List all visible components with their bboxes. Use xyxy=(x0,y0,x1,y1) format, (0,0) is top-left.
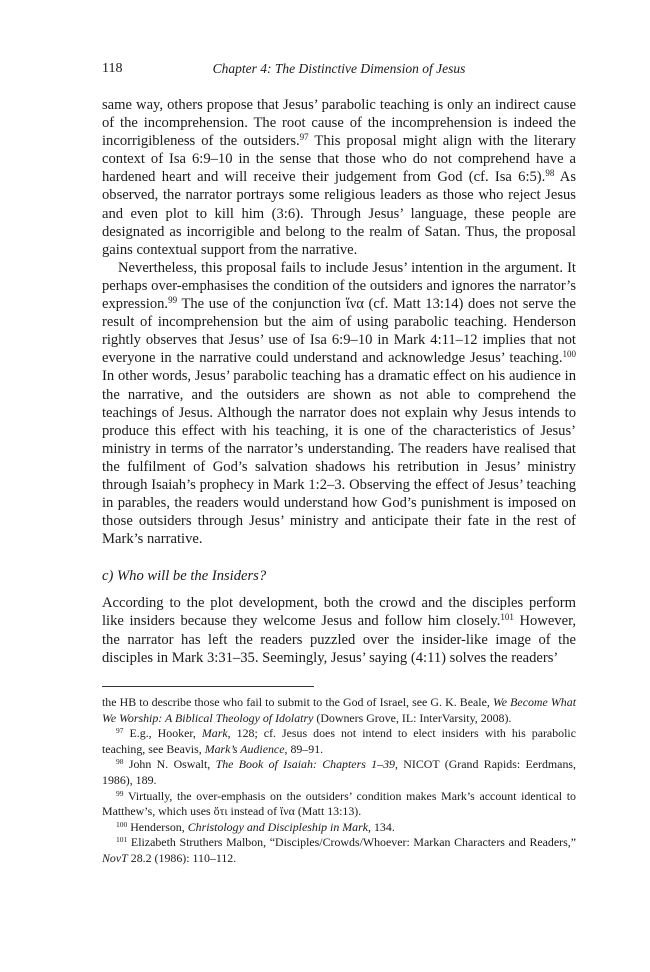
text-run: , 134. xyxy=(368,819,395,834)
footnote-ref-101[interactable]: 101 xyxy=(500,612,514,623)
footnote-100 xyxy=(102,820,576,836)
text-run: Nevertheless, this proposal fails to include Jesus’ intention in the argument. It perhaps over-emphasises the condition of the outsiders and ignores the narrator’s expression. xyxy=(102,259,576,313)
footnote-number: 99 xyxy=(116,788,124,798)
paragraph-1 xyxy=(102,96,576,259)
text-run: John N. Oswalt, xyxy=(123,757,216,772)
book-title: Christology and Discipleship in Mark xyxy=(187,819,369,834)
footnote-number: 100 xyxy=(116,819,128,829)
text-run: In other words, Jesus’ parabolic teaching has a dramatic effect on his audience in the narrative, and the outsiders are shown as not able to comprehend the teachings of Jesus. Although the narrator does not explain why Jesus intends to produce this effect with his teaching, it is one of the characteristics of Jesus’ ministry in terms of the narrator’s understanding. The readers have realised that the fulfilment of God’s salvation shadows his retribution in Jesus’ ministry through Isaiah’s prophecy in Mark 1:2–3. Observing the effect of Jesus’ teaching in parables, the readers would understand how God’s punishment is imposed on those outsiders through Jesus’ ministry and anticipate their fate in the rest of Mark’s narrative. xyxy=(102,368,576,548)
book-title: Mark’s Audience xyxy=(204,741,285,756)
paragraph-2 xyxy=(102,259,576,549)
footnotes xyxy=(102,695,576,867)
section-heading: c) Who will be the Insiders? xyxy=(102,568,267,585)
text-run: The use of the conjunction ἵνα (cf. Matt 13:14) does not serve the result of incomprehension but the aim of using parabolic teaching. Henderson rightly observes that Jesus’ use of Isa 6:9–10 in Mark 4:11–12 implies that not everyone in the narrative could understand and acknowledge Jesus’ teaching. xyxy=(102,296,576,367)
footnote-98 xyxy=(102,757,576,788)
footnote-ref-99[interactable]: 99 xyxy=(168,295,178,306)
footnote-ref-98[interactable]: 98 xyxy=(545,168,555,179)
journal-title: NovT xyxy=(102,850,128,865)
book-title: We Become What We Worship: A Biblical Theology of Idolatry xyxy=(102,695,577,725)
paragraph-3 xyxy=(102,594,576,666)
footnote-continuation xyxy=(102,695,576,726)
footnote-number: 98 xyxy=(116,757,124,767)
footnote-number: 97 xyxy=(116,726,124,736)
text-run: same way, others propose that Jesus’ parabolic teaching is only an indirect cause of the incomprehension. The root cause of the incomprehension is indeed the incorrigibleness of the outsiders. xyxy=(102,97,576,150)
main-text xyxy=(102,96,576,667)
book-title: The Book of Isaiah: Chapters 1–39 xyxy=(215,757,395,772)
text-run: E.g., Hooker, xyxy=(123,726,202,741)
text-run: According to the plot development, both the crowd and the disciples perform like insiders because they welcome Jesus and follow him closely. xyxy=(102,595,576,630)
text-run: As observed, the narrator portrays some religious leaders as those who reject Jesus and even plot to kill him (3:6). Through Jesus’ language, these people are designated as incorrigible and belong to the realm of Satan. Thus, the proposal gains contextual support from the narrative. xyxy=(102,169,577,258)
text-run: Virtually, the over-emphasis on the outsiders’ condition makes Mark’s account identical to Matthew’s, which uses ὅτι instead of ἵνα (Matt 13:13). xyxy=(102,788,576,819)
page-header xyxy=(102,61,576,81)
text-run: However, the narrator has left the readers puzzled over the insider-like image of the disciples in Mark 3:31–35. Seemingly, Jesus’ saying (4:11) solves the readers’ xyxy=(102,613,577,666)
footnote-number: 101 xyxy=(116,835,128,845)
footnote-separator xyxy=(102,686,314,687)
footnote-97 xyxy=(102,726,576,757)
text-run: , NICOT (Grand Rapids: Eerdmans, 1986), 189. xyxy=(102,757,576,787)
text-run: 28.2 (1986): 110–112. xyxy=(127,850,237,865)
footnote-99 xyxy=(102,789,576,820)
book-title: Mark xyxy=(201,726,228,741)
footnote-ref-97[interactable]: 97 xyxy=(299,132,309,143)
text-run: Henderson, xyxy=(127,819,188,834)
running-title: Chapter 4: The Distinctive Dimension of Jesus xyxy=(212,61,466,76)
footnote-101 xyxy=(102,835,576,866)
text-run: (Downers Grove, IL: InterVarsity, 2008). xyxy=(313,710,512,725)
text-run: , 89–91. xyxy=(284,741,324,756)
footnote-ref-100[interactable]: 100 xyxy=(562,349,576,360)
page-number: 118 xyxy=(102,61,123,76)
text-run: This proposal might align with the literary context of Isa 6:9–10 in the sense that those who do not comprehend have a hardened heart and will receive their judgement from God (cf. Isa 6:5). xyxy=(102,133,576,186)
text-run: , 128; cf. Jesus does not intend to elect insiders with his parabolic teaching, see Beavis, xyxy=(102,726,576,756)
text-run: the HB to describe those who fail to submit to the God of Israel, see G. K. Beale, xyxy=(102,695,493,709)
text-run: Elizabeth Struthers Malbon, “Disciples/Crowds/Whoever: Markan Characters and Readers,” xyxy=(127,835,576,850)
